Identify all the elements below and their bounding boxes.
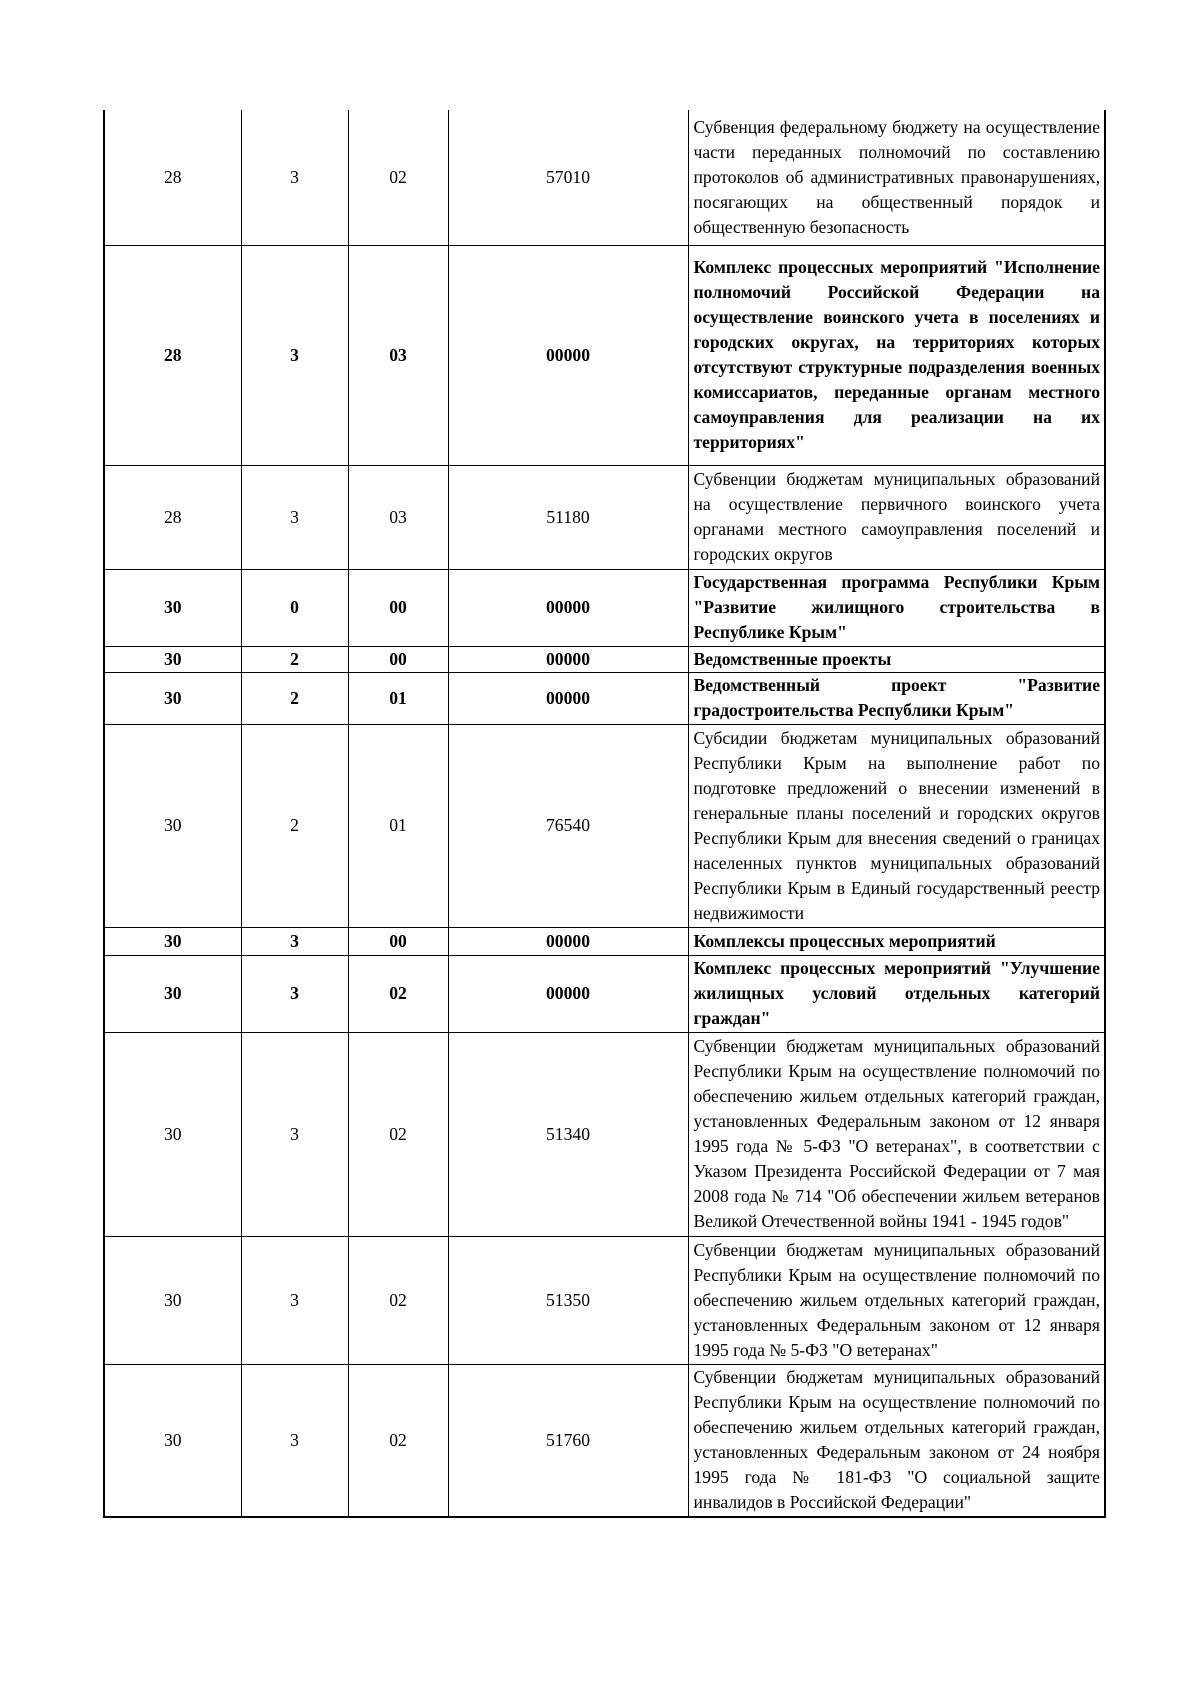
code-cell-3: 03 [348, 465, 448, 569]
code-cell-1: 30 [104, 724, 241, 927]
code-cell-1: 30 [104, 1364, 241, 1517]
code-cell-3: 00 [348, 646, 448, 672]
code-cell-4: 57010 [448, 110, 688, 245]
code-cell-2: 3 [241, 955, 348, 1032]
code-cell-4: 00000 [448, 927, 688, 955]
code-cell-1: 28 [104, 465, 241, 569]
code-cell-4: 00000 [448, 245, 688, 465]
description-cell: Комплекс процессных мероприятий "Исполнение полномочий Российской Федерации на осуществление воинского учета в поселениях и городских округах, на территориях которых отсутствуют структурные подразделения военных комиссариатов, переданные органам местного самоуправления для реализации на их территориях" [688, 245, 1105, 465]
code-cell-2: 3 [241, 1236, 348, 1364]
budget-classification-table [103, 110, 1106, 1518]
code-cell-2: 2 [241, 672, 348, 724]
code-cell-1: 28 [104, 245, 241, 465]
code-cell-2: 0 [241, 569, 348, 646]
code-cell-2: 3 [241, 1364, 348, 1517]
code-cell-2: 2 [241, 724, 348, 927]
code-cell-2: 3 [241, 465, 348, 569]
code-cell-4: 00000 [448, 955, 688, 1032]
code-cell-4: 00000 [448, 569, 688, 646]
code-cell-3: 00 [348, 927, 448, 955]
table-row [104, 1032, 1105, 1236]
table-row [104, 927, 1105, 955]
code-cell-3: 02 [348, 110, 448, 245]
code-cell-3: 00 [348, 569, 448, 646]
description-cell: Государственная программа Республики Крым "Развитие жилищного строительства в Республике Крым" [688, 569, 1105, 646]
code-cell-2: 3 [241, 927, 348, 955]
code-cell-4: 51180 [448, 465, 688, 569]
code-cell-3: 02 [348, 955, 448, 1032]
code-cell-1: 30 [104, 569, 241, 646]
description-cell: Ведомственные проекты [688, 646, 1105, 672]
code-cell-1: 30 [104, 672, 241, 724]
description-cell: Субсидии бюджетам муниципальных образований Республики Крым на выполнение работ по подготовке предложений о внесении изменений в генеральные планы поселений и городских округов Республики Крым для внесения сведений о границах населенных пунктов муниципальных образований Республики Крым в Единый государственный реестр недвижимости [688, 724, 1105, 927]
table-row [104, 465, 1105, 569]
table-row [104, 245, 1105, 465]
code-cell-4: 51760 [448, 1364, 688, 1517]
table-row [104, 724, 1105, 927]
code-cell-1: 30 [104, 955, 241, 1032]
code-cell-2: 3 [241, 1032, 348, 1236]
description-cell: Субвенция федеральному бюджету на осуществление части переданных полномочий по составлению протоколов об административных правонарушениях, посягающих на общественный порядок и общественную безопасность [688, 110, 1105, 245]
description-cell: Субвенции бюджетам муниципальных образований Республики Крым на осуществление полномочий по обеспечению жильем отдельных категорий граждан, установленных Федеральным законом от 12 января 1995 года № 5-ФЗ "О ветеранах" [688, 1236, 1105, 1364]
code-cell-4: 76540 [448, 724, 688, 927]
code-cell-3: 02 [348, 1364, 448, 1517]
table-row [104, 1364, 1105, 1517]
description-cell: Комплексы процессных мероприятий [688, 927, 1105, 955]
code-cell-3: 01 [348, 724, 448, 927]
code-cell-4: 00000 [448, 646, 688, 672]
description-cell: Субвенции бюджетам муниципальных образований Республики Крым на осуществление полномочий по обеспечению жильем отдельных категорий граждан, установленных Федеральным законом от 12 января 1995 года № 5-ФЗ "О ветеранах", в соответствии с Указом Президента Российской Федерации от 7 мая 2008 года № 714 "Об обеспечении жильем ветеранов Великой Отечественной войны 1941 - 1945 годов" [688, 1032, 1105, 1236]
code-cell-3: 02 [348, 1236, 448, 1364]
code-cell-1: 30 [104, 1032, 241, 1236]
code-cell-1: 30 [104, 1236, 241, 1364]
table-body [104, 110, 1105, 1517]
code-cell-2: 3 [241, 110, 348, 245]
code-cell-4: 00000 [448, 672, 688, 724]
code-cell-4: 51340 [448, 1032, 688, 1236]
code-cell-1: 28 [104, 110, 241, 245]
table-row [104, 672, 1105, 724]
code-cell-3: 03 [348, 245, 448, 465]
table-row [104, 1236, 1105, 1364]
description-cell: Ведомственный проект "Развитие градостроительства Республики Крым" [688, 672, 1105, 724]
description-cell: Субвенции бюджетам муниципальных образований Республики Крым на осуществление полномочий по обеспечению жильем отдельных категорий граждан, установленных Федеральным законом от 24 ноября 1995 года № 181-ФЗ "О социальной защите инвалидов в Российской Федерации" [688, 1364, 1105, 1517]
code-cell-1: 30 [104, 646, 241, 672]
table-row [104, 646, 1105, 672]
code-cell-2: 3 [241, 245, 348, 465]
code-cell-3: 01 [348, 672, 448, 724]
description-cell: Комплекс процессных мероприятий "Улучшение жилищных условий отдельных категорий граждан" [688, 955, 1105, 1032]
table-row [104, 110, 1105, 245]
code-cell-2: 2 [241, 646, 348, 672]
table-row [104, 569, 1105, 646]
code-cell-3: 02 [348, 1032, 448, 1236]
description-cell: Субвенции бюджетам муниципальных образований на осуществление первичного воинского учета органами местного самоуправления поселений и городских округов [688, 465, 1105, 569]
code-cell-4: 51350 [448, 1236, 688, 1364]
table-row [104, 955, 1105, 1032]
code-cell-1: 30 [104, 927, 241, 955]
